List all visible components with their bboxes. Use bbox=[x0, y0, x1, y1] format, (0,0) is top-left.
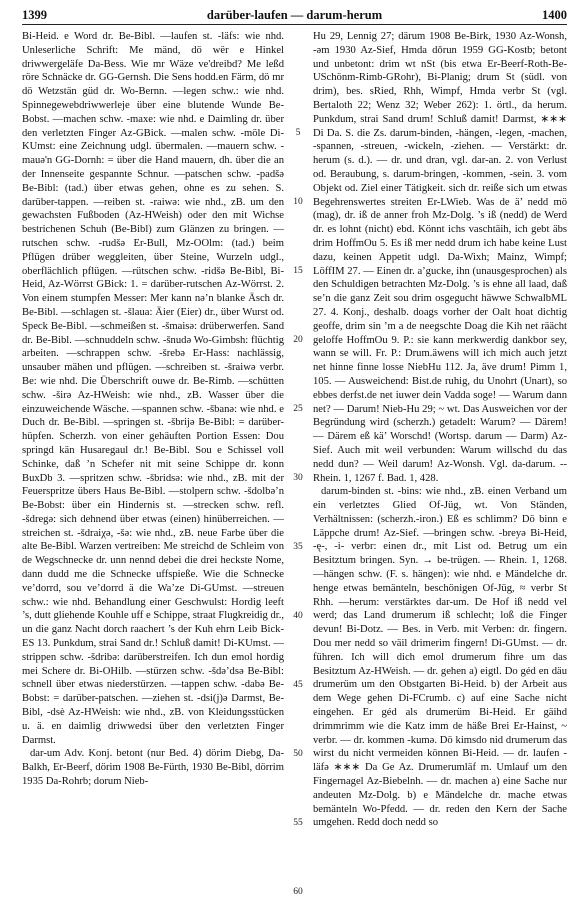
entry-dar-um-continuation: Hu 29, Lennig 27; därum 1908 Be-Birk, 1930 Az-Wonsh, -əm 1930 Az-Sief, Hmda dǒrun 1959 GG-Kostb; betont und unbetont: drim wt nSt (bis etwa Er-Beerf-Roth-Be-USchönm-Rimb-GRohr), Bi-Planig; drum St (südl. von drim), bes. sRied, Rhh, Wimpf, Hmda verbr St (vgl. Bertaloth 22; Wenz 32; Weber 262): 1. örtl., da herum. Punkdum, strai Sand drum! Schluß damit! Darmst, ∗∗∗ Di Da. S. die Zs. darum-binden, -hängen, -legen, -machen, -spannen, -streuen, -wickeln, -ziehen. — Verstärkt: dr. herum (s. d.). — dr. und dran, vgl. dar-an. 2. von Verlust od. Beraubung, s. darum-bringen, -kommen, -sein. 3. vom Objekt od. Ziel einer Tätigkeit. sich dr. reiße sich um etwas Begehrenswertes streiten Er-LWieb. Was de ä’ nedd mö (mag), dr. iß de anner froh Mz-Dolg. ’s iß (nedd) de Werd dr. es lohnt (nicht) ebd. Könnt ichs vaschtäih, ich gebt äbs drim HoffmOu 5. Es iß mer nedd drum ich habe keine Lust dazu, keinen Appetit udgl. Da-Wixh; Mainz, Wimpf; LöffIM 27. — Einen dr. a’gucke, ihn (unausgesprochen) als den Schuldigen betrachten Mz-Dolg. ’s is ehne all laad, daß se’n die ganz Zeit sou drim osgegucht häwwe SchwalbML 27. 4. Konj., deshalb. doags vorher der Oalt hoat dichtig geoffe, drim sin ’m a de neegschte Doag die Kih net räächt geloffe HoffmOu 9. P.: sie kann merkwerdig dankbor sey, wann se will. Fr. P.: Drum.äwens will ich mich auch jetzt net hinne finne losse NiebHu 112. Ja, äve drum! Pimm 1, 105. — Ausweichend: Bist.de ruhig, du Unohrt (Unart), so ebbes derfst.de net iuwer dein Vadda soge! — Warum dann net? — Darum! Nieb-Hu 29; ~ wt. Das Ausweichen vor der Begründung wird (scherzh.) getadelt: Warum? — Därem! — Därem eß kä’ Worschd! (Wortsp. darum — Darm) Az-Sief. Auch mit weil verbunden: Warum willschd du das nedd dun? — Weil darum! Az-Wonsh. Vgl. da-darum. -- Rhein. 1, 1267 f. Bad. 1, 428. bbox=[313, 31, 567, 484]
line-number: 40 bbox=[293, 610, 303, 621]
line-number: 55 bbox=[293, 817, 303, 828]
page-number-left: 1399 bbox=[22, 8, 47, 22]
line-number: 35 bbox=[293, 541, 303, 552]
entry-darum-compounds: darum-binden st. -bins: wie nhd., zB. einen Verband um ein verletztes Glied Of-Jüg, wt. Von Ständen, Verhältnissen: (scherzh.-iron.) Eß es schlimm? Dö binn e Läppche drum! Az-Sief. —bringen schw. -breyə Bi-Heid, -ę-, -i- verbr: einen dr., mit List od. Betrug um ein Besitztum bringen. Syn. → be-trügen. — Rhein. 1, 1268. —hängen schw. (F. s. hängen): wie nhd. e Mändelche dr. henge etwas bemänteln, beschönigen Of-Jüg, ≈ verbr St Rhh. —herum: verstärktes dar-um. De Hof iß nedd vel werd; das Land drumerum iß schlecht; loß die Finger devun! Bi-Dotz. — Bes. in Verb. mit Verben: dr. fingern. Dou mer nedd so väil drimerim fingern! Di-GUmst. — dr. führen. Ich will dich emol drumerum fihre um das Besitztum Az-HWeish. — dr. gehen a) eigtl. Do géd en däu drumerüm um den Obstgarten Bi-Heid. b) der Arbeit aus dem Wege gehen Di-FCrumb. c) auf eine Sache nicht eingehen. Er géd als drumerüm Bi-Heid. Er gäihd drimmrimm wie die Katz imm de häße Brei Er-Hainst, ~ verbr. — dr. kommen -kumə. Dö kimsdo nid drumerum das wirst du nicht vermeiden können Bi-Heid. — dr. laufen -läfə ∗∗∗ Da Ge Az. Drumerumläf m. Umlauf um den Fingernagel Az-Biebelnh. — dr. machen a) eine Sache nur andeuten Mz-Dolg. b) e Mändelche dr. mache etwas bemänteln Wo-Pfedd. — dr. reden den Kern der Sache umgehen. Redd doch nedd so bbox=[313, 486, 567, 829]
line-number: 15 bbox=[293, 265, 303, 276]
page-number-right: 1400 bbox=[542, 8, 567, 22]
line-number: 25 bbox=[293, 403, 303, 414]
line-number: 50 bbox=[293, 748, 303, 759]
line-number: 20 bbox=[293, 334, 303, 345]
header-rule bbox=[22, 24, 567, 25]
line-number: 60 bbox=[293, 886, 303, 897]
line-number: 30 bbox=[293, 472, 303, 483]
entry-dar-um-start: dar-um Adv. Konj. betont (nur Bed. 4) dörim Diebg, Da-Balkh, Er-Beerf, dörim 1908 Be-Fürth, 1930 Be-Bibl, dörrim 1935 Da-Rohrb; dorum Nieb- bbox=[22, 748, 284, 788]
right-column bbox=[313, 30, 567, 830]
entry-darueber-continuation: Bi-Heid. e Word dr. Be-Bibl. —laufen st. -läfs: wie nhd. Unleserliche Schrift: Me mänd, dö wër e Hinkel driwwergeläfe Da-Bess. Wie mr Wäze ve'dreibd? Me leßd röre Schnäcke dr. GG-Gernsh. Die Sens hodd.en Färm, dö mr dö Wetzstän güd dr. Wo-Bernn. —legen schw.: wie nhd. Spinnegewebdriwwerleje über eine blutende Wunde Be-Bobst. —machen schw. -maxe: wie nhd. e Daimling dr. über den verletzten Finger Az-GBick. —malen schw. -möle Di-KUmst: eine Zeichnung udgl. übermalen. —mauern schw. -mauə'n GG-Dornh: = über die Hand mauern, dh. über die an der Innenseite gespannte Schnur. —patschen schw. -padšə Be-Bibl: (tad.) über etwas gehen, ohne es zu sehen. S. darüber-tappen. —reiben st. -raiwə: wie nhd., zB. um den gewachsten Fußboden (Az-HWeish) oder den mit Wichse bestrichenen Schuh (Be-Bibl) zum Glänzen zu bringen. —rutschen schw. -rudšə Er-Bull, Mz-OOlm: (tad.) beim Pflügen drüber weggleiten, über Steine, Wurzeln udgl., oberflächlich pflügen. —rütschen schw. -ridšə Be-Bibl, Bi-Heid, Az-Wörrst GBick: 1. = darüber-rutschen Az-Wörrst. 2. Von einem stumpfen Messer: Mer kann nə’n blanke Äsch dr. Be-Bibl. —schlagen st. -šlaua: Äier (Eier) dr., über Wurst od. Speck Be-Bibl. —schmeißen st. -šmaisə: drüberwerfen. Sand dr. Be-Bibl. —schnuddeln schw. -šnudə Wo-Gimbsh: flüchtig arbeiten. —schrappen schw. -šrebə Er-Hass: nachlässig, unsauber mähen und pflügen. —schreiben st. -šraiwə verbr. Be: wie nhd. Die Überschrift ouwe dr. Be-Rimb. —schütten schw. -širə Az-HWeish: wie nhd., zB. Wasser über die einzuweichende Wäsche. —spannen schw. -šbanə: wie nhd. e Duch dr. Be-Bibl. —springen st. -šbrijə Be-Bibl: = darüber-hüpfen. Scherzh. von einer gehäuften Portion Essen: Dou springd kän Husaregaul dr.! Be-Bibl. Sou e Schissel voll Schinke, daß ’n Schefer nit mit seine Schippe dr. konn BuxDb 3. —spritzen schw. -šbridsə: wie nhd., zB. mit der Feuerspritze übers Haus Be-Bibl. —stolpern schw. -šdolbə’n Be-Bobst: über ein Hindernis st. —strecken schw. refl. -šdregə: sich dehnend über etwas (einen) hinüberreichen. —streichen st. -šdraiχə, -šə: wie nhd., zB. neue Farbe über die alte Be-Bibl. Warzen vertreiben: Me streichd de Schleim von de Wegschnecke dr. unn nennd debei die drei heckste Nome, dann dudd me die Schnecke uffspieße. Wie die Schnecke ve’dorrd, sou ve’dorrd ä die Wa’ze Di-GUmst. —streuen schw.: wie nhd. Behandlung einer Geschwulst: Hordig leeft ’s, dutt gliehende Kouhle uff e Schippe, straat Flugkreidig dr., un die ganz Nacht dorch raachert ’s der Kuh ehrn Leib Bick-ES 13. Punkdum, strai Sand dr.! Schluß damit! Di-KUmst. —strippen schw. -šdribə: darüberstreifen. Ich dun emol hordig mei Schere dr. Bi-OHilb. —stürzen schw. -šdə’dsə Be-Bibl: schnell über etwas niederstürzen. —tappen schw. -dabə Be-Bobst: = darüber-patschen. —ziehen st. -dsi(j)ə Darmst, Be-Bibl, -dsè Az-HWeish: wie nhd., zB. von Kleidungsstücken u. ä. en daimlig driwwedsi über den verletzten Finger Darmst. bbox=[22, 31, 284, 746]
line-number: 10 bbox=[293, 196, 303, 207]
left-column bbox=[22, 30, 284, 789]
running-title: darüber-laufen — darum-herum bbox=[206, 8, 383, 22]
line-number: 5 bbox=[295, 127, 301, 138]
line-number: 45 bbox=[293, 679, 303, 690]
